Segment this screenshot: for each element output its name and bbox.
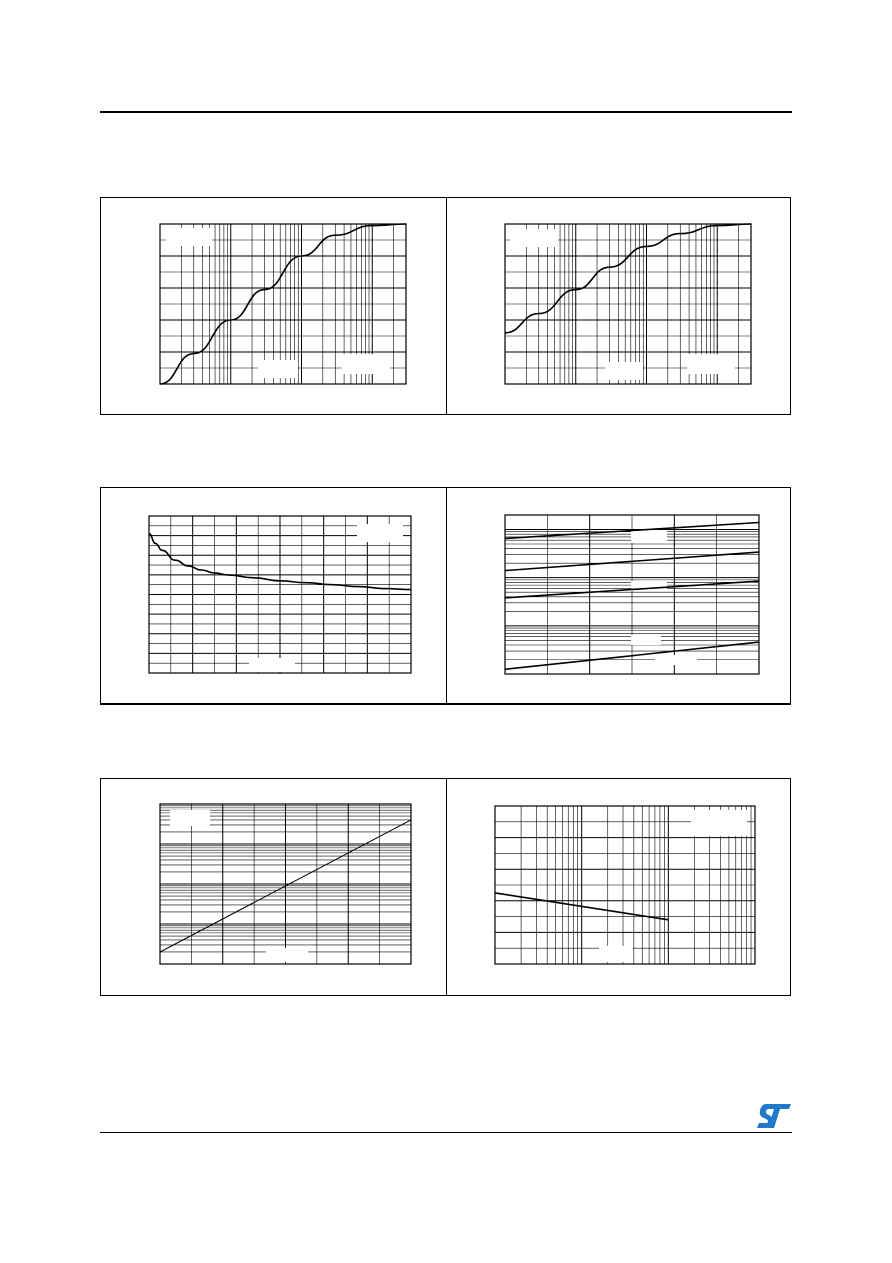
label-box xyxy=(691,810,747,836)
label-box xyxy=(166,228,212,246)
label-box xyxy=(605,362,643,380)
figure-divider xyxy=(446,198,447,414)
chart-1 xyxy=(160,224,406,384)
label-box xyxy=(510,229,558,247)
st-logo xyxy=(756,1103,792,1129)
chart-4 xyxy=(505,515,759,674)
chart-5 xyxy=(160,804,411,964)
label-box xyxy=(170,810,210,826)
label-box xyxy=(357,524,403,542)
label-box xyxy=(655,655,697,665)
label-box xyxy=(249,658,295,672)
header-rule xyxy=(100,111,792,113)
chart-2 xyxy=(505,224,751,384)
figure-divider xyxy=(446,488,447,703)
figure-divider xyxy=(446,779,447,995)
label-box xyxy=(258,360,298,378)
label-box xyxy=(342,354,390,374)
st-logo-mark xyxy=(756,1103,792,1129)
label-box xyxy=(266,948,308,962)
chart-3 xyxy=(149,516,411,673)
label-box xyxy=(687,354,735,374)
label-box xyxy=(631,531,667,543)
label-box xyxy=(599,946,633,962)
chart-6 xyxy=(495,806,755,964)
st-logo-shape xyxy=(757,1104,791,1128)
label-box xyxy=(631,635,661,645)
footer-rule xyxy=(100,1132,792,1133)
